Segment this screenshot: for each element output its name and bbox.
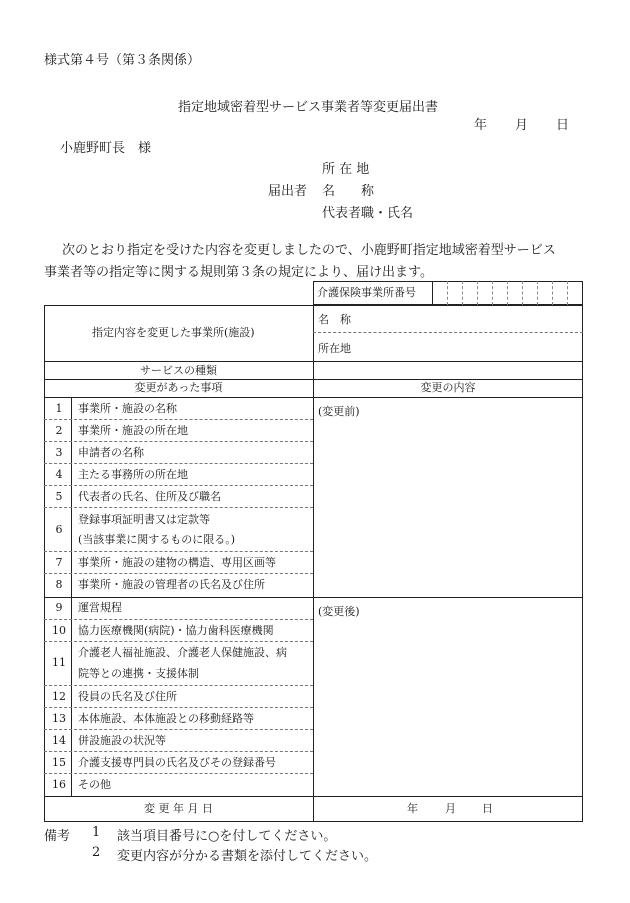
item-number[interactable]: 2 <box>55 424 63 437</box>
page-title: 指定地域密着型サービス事業者等変更届出書 <box>178 100 439 115</box>
list-item: 併設施設の状況等 <box>78 734 166 747</box>
change-date-label: 変 更 年 月 日 <box>144 802 213 815</box>
list-item-continued: (当該事業に関するものに限る。) <box>78 533 236 546</box>
addressee: 小鹿野町長 様 <box>60 141 152 156</box>
item-number[interactable]: 9 <box>55 601 63 614</box>
item-number[interactable]: 16 <box>52 778 66 791</box>
applicant-representative-label: 代表者職・氏名 <box>322 206 414 221</box>
list-item-continued: 院等との連携・支援体制 <box>78 667 199 680</box>
note-text: 該当項目番号に○を付してください。 <box>117 829 337 844</box>
list-item: 介護支援専門員の氏名及びその登録番号 <box>78 756 276 769</box>
note-number: 1 <box>92 825 101 840</box>
list-item: 代表者の氏名、住所及び職名 <box>78 490 221 503</box>
change-content-header: 変更の内容 <box>420 381 476 394</box>
item-number[interactable]: 11 <box>52 656 66 669</box>
note-number: 2 <box>92 845 101 860</box>
list-item: 運営規程 <box>78 601 122 614</box>
applicant-name-label: 名 称 <box>322 184 375 199</box>
form-number: 様式第４号（第３条関係） <box>44 53 201 68</box>
item-number[interactable]: 8 <box>55 578 63 591</box>
date-month: 月 <box>515 118 529 133</box>
list-item: 介護老人福祉施設、介護老人保健施設、病 <box>78 646 287 659</box>
change-date-month[interactable]: 月 <box>445 802 456 815</box>
list-item: 事業所・施設の所在地 <box>78 424 188 437</box>
intro-line-1: 次のとおり指定を受けた内容を変更しましたので、小鹿野町指定地域密着型サービス <box>62 243 556 258</box>
list-item: 事業所・施設の管理者の氏名及び住所 <box>78 578 265 591</box>
item-number[interactable]: 15 <box>52 756 66 769</box>
list-item: 事業所・施設の建物の構造、専用区画等 <box>78 556 276 569</box>
list-item: 役員の氏名及び住所 <box>78 690 177 703</box>
change-date-day[interactable]: 日 <box>482 802 493 815</box>
list-item: その他 <box>78 778 111 791</box>
item-number[interactable]: 14 <box>52 734 66 747</box>
item-number[interactable]: 6 <box>55 523 63 536</box>
date-day: 日 <box>556 118 570 133</box>
applicant-address-label: 所 在 地 <box>322 162 370 177</box>
intro-line-2: 事業者等の指定等に関する規則第３条の規定により、届け出ます。 <box>44 265 433 280</box>
changed-office-label: 指定内容を変更した事業所(施設) <box>92 326 255 339</box>
after-label: (変更後) <box>318 605 360 618</box>
list-item: 協力医療機関(病院)・協力歯科医療機関 <box>78 624 274 637</box>
office-number-label: 介護保険事業所番号 <box>317 286 416 299</box>
list-item: 登録事項証明書又は定款等 <box>78 513 210 526</box>
notes-label: 備考 <box>44 829 71 844</box>
before-label: (変更前) <box>318 405 360 418</box>
item-number[interactable]: 3 <box>55 446 63 459</box>
item-number[interactable]: 13 <box>52 712 66 725</box>
note-text: 変更内容が分かる書類を添付してください。 <box>117 849 378 864</box>
item-number[interactable]: 7 <box>55 556 63 569</box>
item-number[interactable]: 4 <box>55 468 63 481</box>
applicant-label: 届出者 <box>268 184 308 199</box>
item-number[interactable]: 10 <box>52 624 66 637</box>
list-item: 事業所・施設の名称 <box>78 402 177 415</box>
item-number[interactable]: 5 <box>55 490 63 503</box>
service-type-label: サービスの種類 <box>140 364 217 377</box>
list-item: 主たる事務所の所在地 <box>78 468 188 481</box>
office-location-label: 所在地 <box>318 342 351 355</box>
item-number[interactable]: 12 <box>52 690 66 703</box>
office-name-label: 名 称 <box>318 313 351 326</box>
list-item: 申請者の名称 <box>78 446 144 459</box>
change-date-year[interactable]: 年 <box>407 802 418 815</box>
date-year: 年 <box>474 118 488 133</box>
changed-items-header: 変更があった事項 <box>134 381 223 394</box>
list-item: 本体施設、本体施設との移動経路等 <box>78 712 254 725</box>
item-number[interactable]: 1 <box>55 402 63 415</box>
